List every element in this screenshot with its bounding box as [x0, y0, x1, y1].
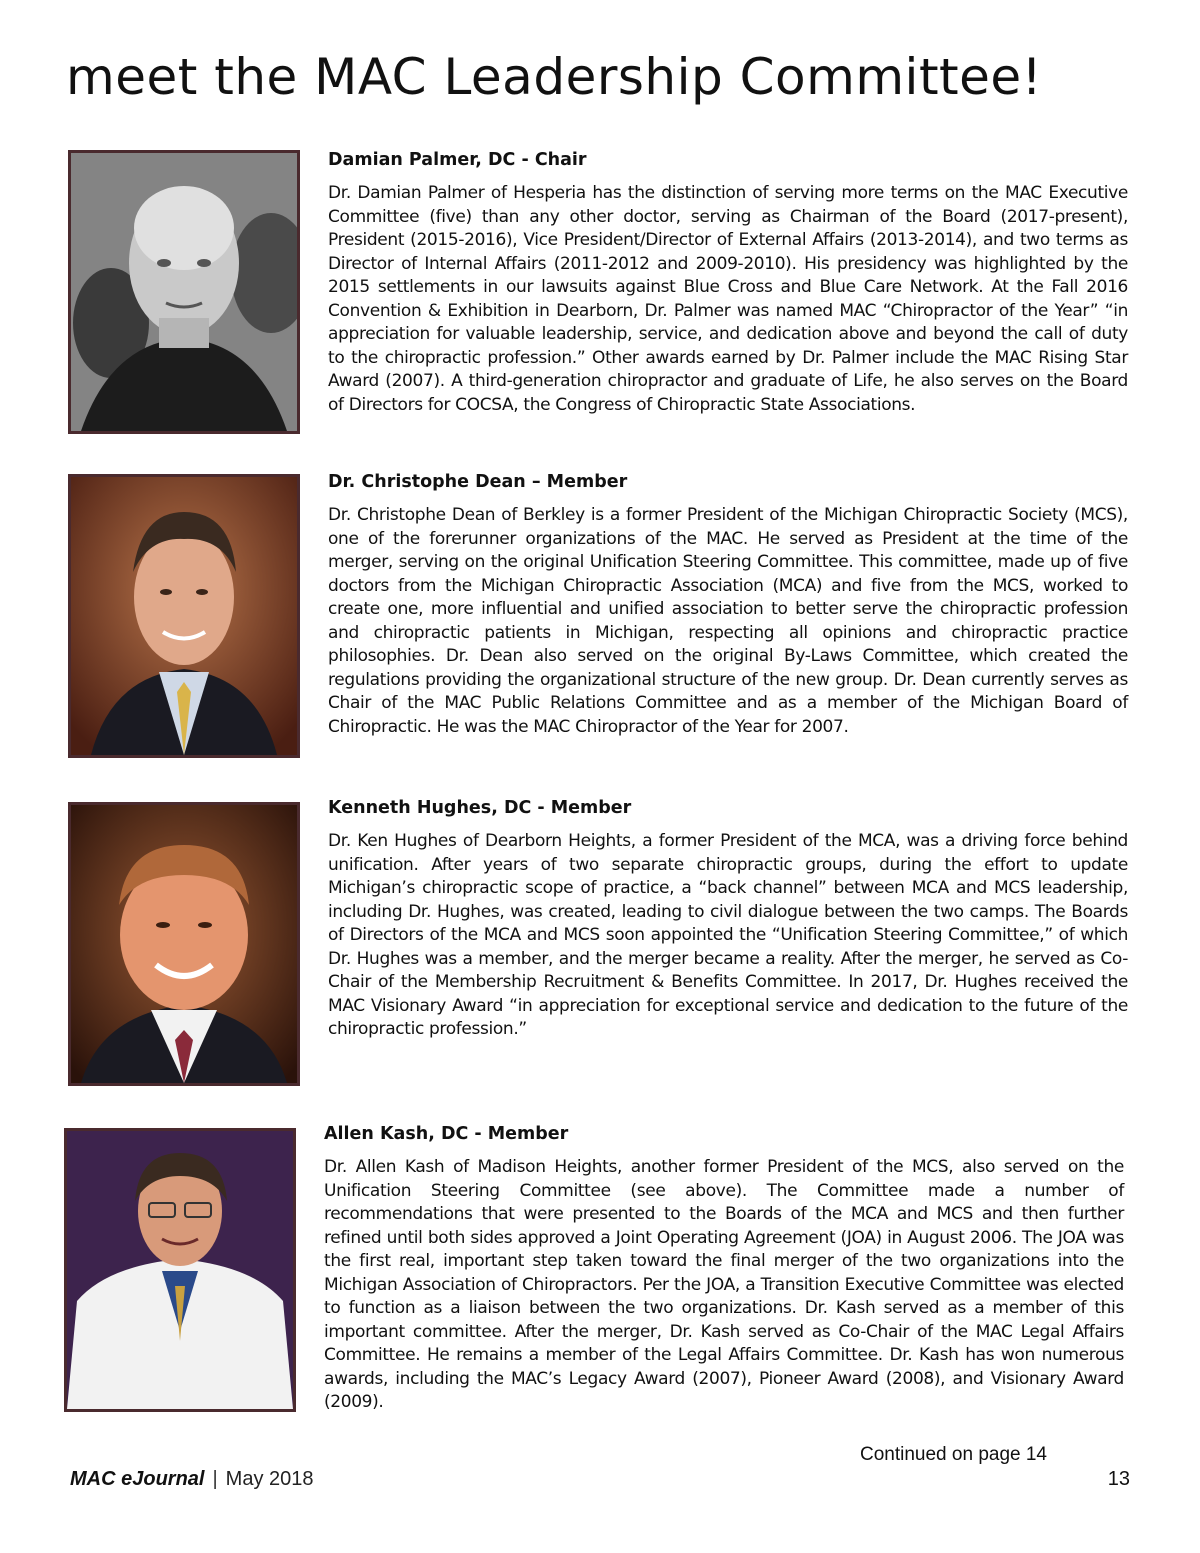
- issue-date: May 2018: [225, 1468, 314, 1490]
- member-bio: Dr. Christophe Dean of Berkley is a former President of the Michigan Chiropractic Society (MCS), one of the forerunner organizations of the MAC. He served as President at the time of the merger, serving on the original Unification Steering Committee. This committee, made up of five doctors from the Michigan Chiropractic Association (MCA) and five from the MCS, worked to create one, more influential and unified association to better serve the chiropractic profession and chiropractic patients in Michigan, respecting all opinions and chiropractic practice philosophies. Dr. Dean also served on the original By-Laws Committee, which created the regulations providing the organizational structure of the new group. Dr. Dean currently serves as Chair of the MAC Public Relations Committee and as a member of the Michigan Board of Chiropractic. He was the MAC Chiropractor of the Year for 2007.: [328, 505, 1128, 737]
- photo-kash: [64, 1128, 296, 1412]
- photo-hughes: [68, 802, 300, 1086]
- member-bio: Dr. Ken Hughes of Dearborn Heights, a former President of the MCA, was a driving force behind unification. After years of two separate chiropractic groups, during the effort to update Michigan’s chiropractic scope of practice, a “back channel” between MCA and MCS leadership, including Dr. Hughes, was created, leading to civil dialogue between the two camps. The Boards of Directors of the MCA and MCS soon appointed the “Unification Steering Committee,” of which Dr. Hughes was a member, and the merger became a reality. After the merger, he served as Co-Chair of the Membership Recruitment & Benefits Committee. In 2017, Dr. Hughes received the MAC Visionary Award “in appreciation for exceptional service and dedication to the future of the chiropractic profession.”: [328, 831, 1128, 1039]
- page-footer: [70, 1468, 1130, 1496]
- page-title: meet the MAC Leadership Committee!: [66, 48, 1043, 106]
- member-name: Kenneth Hughes, DC - Member: [328, 798, 632, 818]
- continued-note: Continued on page 14: [860, 1444, 1047, 1465]
- member-bio: Dr. Damian Palmer of Hesperia has the distinction of serving more terms on the MAC Executive Committee (five) than any other doctor, serving as Chairman of the Board (2017-present), President (2015-2016), Vice President/Director of External Affairs (2013-2014), and two terms as Director of Internal Affairs (2011-2012 and 2009-2010). His presidency was highlighted by the 2015 settlements in our lawsuits against Blue Cross and Blue Care Network. At the Fall 2016 Convention & Exhibition in Dearborn, Dr. Palmer was named MAC “Chiropractor of the Year” “in appreciation for valuable leadership, service, and dedication above and beyond the call of duty to the chiropractic profession.” Other awards earned by Dr. Palmer include the MAC Rising Star Award (2007). A third-generation chiropractor and graduate of Life, he also serves on the Board of Directors for COCSA, the Congress of Chiropractic State Associations.: [328, 183, 1128, 415]
- member-name: Allen Kash, DC - Member: [324, 1124, 569, 1144]
- portrait-image: [71, 805, 297, 1083]
- member-bio: Dr. Allen Kash of Madison Heights, another former President of the MCS, also served on the Unification Steering Committee (see above). The Committee made a number of recommendations that were presented to the Boards of the MCA and MCS and then further refined until both sides approved a Joint Operating Agreement (JOA) in August 2006. The JOA was the first real, important step taken toward the final merger of the two organizations into the Michigan Association of Chiropractors. Per the JOA, a Transition Executive Committee was elected to function as a liaison between the two organizations. Dr. Kash served as a member of this important committee. After the merger, Dr. Kash served as Co-Chair of the MAC Legal Affairs Committee. He remains a member of the Legal Affairs Committee. Dr. Kash has won numerous awards, including the MAC’s Legacy Award (2007), Pioneer Award (2008), and Visionary Award (2009).: [324, 1157, 1124, 1412]
- portrait-image: [71, 477, 297, 755]
- publication-name: MAC eJournal: [70, 1468, 205, 1490]
- photo-dean: [68, 474, 300, 758]
- member-name: Damian Palmer, DC - Chair: [328, 150, 587, 170]
- footer-separator: |: [212, 1468, 218, 1490]
- page-number: 13: [1107, 1468, 1130, 1490]
- portrait-image: [71, 153, 297, 431]
- photo-palmer: [68, 150, 300, 434]
- portrait-image: [67, 1131, 293, 1409]
- member-name: Dr. Christophe Dean – Member: [328, 472, 628, 492]
